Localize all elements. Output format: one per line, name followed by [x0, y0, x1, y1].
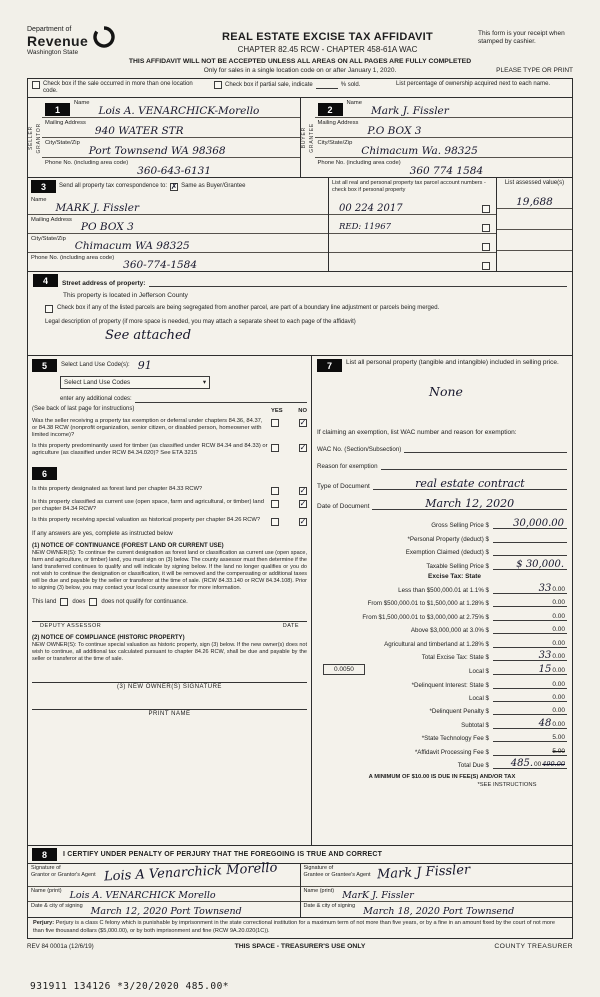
- tax-row-total-due: Total Due $ 485. 00 490.00: [457, 758, 565, 770]
- partial-sale-label: Check box if partial sale, indicate: [225, 81, 313, 88]
- total-excise-state-field[interactable]: 33 0.00: [493, 651, 567, 661]
- land-use-code-value: 91: [137, 359, 152, 373]
- grantor-print-name-row[interactable]: Name (print) Lois A. VENARCHICK Morello: [28, 887, 300, 902]
- partial-sale-check-row: [208, 81, 388, 89]
- rate-2-75-field[interactable]: 0.00: [493, 611, 567, 621]
- buyer-phone-value: 360 774 1584: [409, 165, 484, 178]
- revenue-label: Revenue: [27, 33, 89, 49]
- total-due-field[interactable]: 485. 00 490.00: [493, 759, 567, 769]
- same-as-buyer-label: Same as Buyer/Grantee: [181, 183, 246, 190]
- seller-phone-value: 360-643-6131: [137, 165, 212, 178]
- document-date-label: Date of Document: [317, 503, 370, 511]
- seller-section: [28, 98, 300, 177]
- grantee-signature-field[interactable]: Signature of Grantee or Grantee's Agent Mark J Fissler: [301, 864, 573, 887]
- print-name-line[interactable]: PRINT NAME: [32, 709, 307, 717]
- correspondence-header: 3 Send all property tax correspondence to: ✗ Same as Buyer/Grantee: [28, 178, 328, 195]
- tax-row-subtotal: Subtotal $ 48 0.00: [461, 717, 565, 729]
- header-subrow: [27, 67, 573, 75]
- tax-row-personal-property-deduct: *Personal Property (deduct) $: [317, 533, 567, 543]
- property-location-line: This property is located in Jefferson County: [63, 292, 188, 300]
- county-value: Jefferson County: [138, 292, 188, 300]
- correspondence-city-value: Chimacum WA 98325: [74, 240, 190, 253]
- section-3-correspondence: [28, 178, 572, 272]
- section-3-number: 3: [31, 180, 56, 193]
- tax-row-taxable-selling-price: Taxable Selling Price $ $ 30,000.: [317, 560, 567, 570]
- buyer-side-label: BUYER GRANTEE: [300, 122, 315, 153]
- no-checkbox[interactable]: ✓: [299, 485, 307, 495]
- correspondence-phone-value: 360-774-1584: [123, 259, 198, 272]
- correspondence-address-row[interactable]: Mailing Address PO BOX 3: [28, 215, 328, 234]
- dept-of-label: Department of: [27, 26, 72, 33]
- certification-statement: I CERTIFY UNDER PENALTY OF PERJURY THAT THE FOREGOING IS TRUE AND CORRECT: [63, 851, 383, 859]
- assessed-value[interactable]: [497, 209, 572, 230]
- form-revision-number: REV 84 0001a (12/6/19): [27, 942, 94, 950]
- correspondence-phone-row[interactable]: Phone No. (including area code) 360-774-1584: [31, 255, 198, 272]
- correspondence-name-value: MARK J. Fissler: [55, 201, 139, 214]
- seller-phone-row[interactable]: Phone No. (including area code) 360-643-6131: [45, 160, 212, 178]
- form-body: [27, 78, 573, 939]
- grantor-signature-field[interactable]: Signature of Grantor or Grantor's Agent Lois A Venarchick Morello: [28, 864, 300, 887]
- washington-state-label: Washington State: [27, 49, 79, 56]
- yes-checkbox[interactable]: [271, 518, 279, 526]
- notice-continuance-text: NEW OWNER(S): To continue the current designation as forest land or classification as current use (open space, farm and agriculture, or timber) land, you must sign on (3) below. The county assessor must then determine if the land transferred continues to qualify and will indicate by signing below. If the land no longer qualifies or you do not wish to continue the designation or classification, it will be removed and the compensating or additional taxes will be due and payable by the seller or transferor at the time of sale. (RCW 84.33.140 or RCW 84.34.108). Prior to signing (3) below, you may contact your local county assessor for more information.: [32, 550, 307, 592]
- see-back-note: (See back of last page for instructions): [32, 406, 135, 413]
- tax-row-agricultural: Agricultural and timberland at 1.28% $ 0.00: [384, 639, 565, 648]
- segregated-parcel-label: Check box if any of the listed parcels are being segregated from another parcel, are part of a boundary line adjustment or parcels being merged.: [57, 305, 440, 312]
- buyer-address-value: P.O BOX 3: [367, 125, 422, 138]
- additional-codes-label: enter any additional codes:: [60, 396, 132, 403]
- multi-location-checkbox[interactable]: [32, 81, 40, 89]
- question-current-use: Is this property classified as current use (open space, farm and agricultural, or timber) land per chapter 84.34 RCW? ✓: [32, 498, 307, 512]
- grantee-print-name-row[interactable]: Name (print) MarK J. Fissler: [301, 887, 573, 902]
- local-tax-field[interactable]: 15 0.00: [493, 665, 567, 675]
- question-forest-land: Is this property designated as forest land per chapter 84.33 RCW? ✓: [32, 485, 307, 495]
- segregated-parcel-checkbox[interactable]: [45, 305, 53, 313]
- wac-number-label: WAC No. (Section/Subsection): [317, 446, 402, 454]
- form-header: [27, 26, 573, 56]
- buyer-phone-row[interactable]: Phone No. (including area code) 360 774 1584: [317, 160, 484, 178]
- assessed-values-column: [496, 178, 572, 271]
- delinquent-penalty-field[interactable]: 0.00: [493, 705, 567, 715]
- seller-address-value: 940 WATER STR: [94, 125, 184, 138]
- notice-compliance-text: NEW OWNER(S): To continue special valuation as historic property, sign (3) below. If the new owner(s) does not wish to continue, all additional tax calculated pursuant to chapter 84.26 RCW, shall be due and payable by the seller or transferor at the time of sale.: [32, 642, 307, 663]
- rate-1-1-field[interactable]: 33 0.00: [493, 584, 567, 594]
- main-split-row: [28, 356, 572, 846]
- buyer-name-value: Mark J. Fissler: [370, 105, 449, 118]
- parcel-numbers-column: [328, 178, 496, 271]
- cashier-validation-stamp: 931911 134126 *3/20/2020 485.00*: [30, 981, 230, 992]
- partial-sale-checkbox[interactable]: [214, 81, 222, 89]
- buyer-city-value: Chimacum Wa. 98325: [361, 145, 478, 158]
- tax-row-delinquent-interest-local: Local $ 0.00: [469, 694, 565, 703]
- legal-description-value[interactable]: See attached: [105, 328, 192, 344]
- parcel-number-value: 00 224 2017: [339, 203, 403, 215]
- section-4-number: 4: [33, 274, 58, 287]
- assessed-values-header: List assessed value(s): [504, 180, 565, 187]
- seller-side-label: SELLER GRANTOR: [28, 122, 42, 154]
- section-7-tax-computation: [312, 356, 572, 845]
- question-timber-agriculture: Is this property predominantly used for timber (as classified under RCW 84.34 and 84.33) or agriculture (as classified under RCW 84.34.020)? See ETA 3215 ✓: [32, 442, 307, 456]
- assessed-value[interactable]: [497, 251, 572, 271]
- parcel-numbers-header: List all real and personal property tax parcel account numbers - check box if personal property: [332, 180, 486, 194]
- street-address-label: Street address of property:: [62, 280, 146, 288]
- correspondence-address-value: PO BOX 3: [80, 220, 134, 233]
- personal-property-checkbox[interactable]: [482, 205, 490, 213]
- dor-logo: [27, 26, 177, 56]
- yes-checkbox[interactable]: [271, 487, 279, 495]
- yes-checkbox[interactable]: [271, 444, 279, 452]
- does-checkbox[interactable]: [60, 598, 68, 606]
- grantor-signature-value: Lois A Venarchick Morello: [103, 860, 278, 885]
- document-date-field[interactable]: March 12, 2020: [372, 499, 567, 510]
- partial-sale-percent-field[interactable]: [316, 82, 338, 89]
- subtotal-field[interactable]: 48 0.00: [493, 719, 567, 729]
- parcel-row[interactable]: [329, 234, 496, 253]
- tax-row-rate-1-1: Less than $500,000.01 at 1.1% $ 33 0.00: [398, 582, 565, 594]
- question-tax-exemption: Was the seller receiving a property tax exemption or deferral under chapters 84.36, 84.37, or 84.38 RCW (nonprofit organization, senior citizen, or disabled person, homeowner with limited income)? ✓: [32, 417, 307, 438]
- grantor-date-city-row[interactable]: Date & city of signing March 12, 2020 Port Townsend: [31, 903, 242, 918]
- correspondence-city-row[interactable]: City/State/Zip Chimacum WA 98325: [28, 234, 328, 253]
- parcel-row[interactable]: [329, 215, 496, 234]
- rate-3-0-field[interactable]: 0.00: [493, 624, 567, 634]
- form-footer: [27, 943, 573, 950]
- yes-checkbox[interactable]: [271, 419, 279, 427]
- grantee-certification-column: [300, 864, 573, 917]
- tax-table: [317, 519, 567, 788]
- yes-no-header: YES NO: [271, 407, 307, 414]
- single-location-note: Only for sales in a single location code on or after January 1, 2020.: [203, 67, 397, 74]
- question-historic-property: Is this property receiving special valuation as historical property per chapter 84.26 RCW? ✓: [32, 517, 307, 526]
- buyer-address-row[interactable]: Mailing Address P.O BOX 3: [315, 118, 573, 138]
- form-chapter: CHAPTER 82.45 RCW - CHAPTER 458-61A WAC: [237, 45, 418, 54]
- land-use-code-label: Select Land Use Code(s):: [61, 362, 130, 369]
- receipt-note: This form is your receipt when stamped by cashier.: [478, 30, 565, 46]
- taxable-selling-price-field[interactable]: $ 30,000.: [493, 560, 567, 570]
- no-checkbox[interactable]: ✓: [299, 517, 307, 526]
- exemption-label: If claiming an exemption, list WAC number and reason for exemption:: [317, 429, 517, 437]
- section-5-land-use: [32, 359, 307, 457]
- grantor-date-city-value: March 12, 2020 Port Townsend: [90, 906, 242, 918]
- grantee-date-city-row[interactable]: Date & city of signing March 18, 2020 Port Townsend: [303, 903, 515, 918]
- ownership-percentage-note: List percentage of ownership acquired next to each name.: [396, 81, 551, 87]
- state-technology-fee-field[interactable]: 5.00: [493, 732, 567, 742]
- personal-property-checkbox[interactable]: [482, 243, 490, 251]
- buyer-section: [300, 98, 573, 177]
- multi-location-check-row: [32, 81, 200, 95]
- new-owner-signature-line[interactable]: (3) NEW OWNER(S) SIGNATURE: [32, 682, 307, 690]
- assessed-value[interactable]: 19,688: [497, 188, 572, 209]
- if-yes-note: If any answers are yes, complete as instructed below: [32, 531, 173, 537]
- no-checkbox[interactable]: ✓: [299, 498, 307, 508]
- no-checkbox[interactable]: ✓: [299, 417, 307, 427]
- perjury-statement: Perjury: Perjury is a class C felony which is punishable by imprisonment in the state correctional institution for a maximum term of not more than five years, or by a fine in an amount fixed by the court of not more than five thousand dollars ($5,000.00), or by both imprisonment and fine (RCW 9A.20.020(1C)).: [33, 920, 556, 934]
- personal-property-checkbox[interactable]: [482, 224, 490, 232]
- section-6-number: 6: [32, 467, 57, 480]
- tax-row-gross-selling-price: Gross Selling Price $ 30,000.00: [317, 519, 567, 529]
- excise-tax-state-header: Excise Tax: State: [428, 572, 481, 580]
- top-checkbox-strip: [28, 79, 572, 98]
- does-not-checkbox[interactable]: [89, 598, 97, 606]
- no-checkbox[interactable]: ✓: [299, 442, 307, 452]
- same-as-buyer-checkbox[interactable]: ✗: [170, 181, 178, 191]
- chevron-down-icon: ▾: [202, 379, 206, 387]
- grantee-signature-value: Mark J Fissler: [376, 862, 471, 883]
- title-block: [177, 26, 478, 54]
- tax-row-rate-3-0: Above $3,000,000 at 3.0% $ 0.00: [410, 626, 565, 635]
- section-4-property: [28, 272, 572, 356]
- buyer-name-row[interactable]: 2 Name Mark J. Fissler: [315, 98, 573, 118]
- grantor-print-name-value: Lois A. VENARCHICK Morello: [69, 890, 216, 902]
- seller-city-value: Port Townsend WA 98368: [88, 145, 226, 158]
- additional-codes-field[interactable]: [135, 394, 307, 403]
- completion-warning: THIS AFFIDAVIT WILL NOT BE ACCEPTED UNLESS ALL AREAS ON ALL PAGES ARE FULLY COMPLETED: [128, 58, 472, 65]
- exemption-claimed-field[interactable]: [493, 546, 567, 556]
- tax-row-total-excise-state: Total Excise Tax: State $ 33 0.00: [421, 649, 565, 661]
- parcel-row[interactable]: [329, 196, 496, 215]
- assessed-value[interactable]: [497, 230, 572, 251]
- rate-1-28-field[interactable]: 0.00: [493, 597, 567, 607]
- seller-city-row[interactable]: City/State/Zip Port Townsend WA 98368: [42, 138, 300, 158]
- correspondence-name-row[interactable]: Name MARK J. Fissler: [28, 195, 328, 214]
- section-8-number: 8: [32, 848, 57, 861]
- legal-description-label: Legal description of property (if more space is needed, you may attach a separate sheet to each page of the affidavit): [45, 319, 356, 326]
- treasurer-space-label: THIS SPACE - TREASURER'S USE ONLY: [234, 942, 366, 950]
- tax-row-local: 0.0050 Local $ 15 0.00: [317, 664, 567, 675]
- document-type-label: Type of Document: [317, 483, 370, 491]
- seller-name-value: Lois A. VENARCHICK-Morello: [98, 105, 260, 118]
- grantee-print-name-value: MarK J. Fissler: [342, 890, 414, 902]
- gross-selling-price-field[interactable]: 30,000.00: [493, 519, 567, 529]
- tax-row-rate-1-28: From $500,000.01 to $1,500,000 at 1.28% $ 0.00: [367, 599, 565, 608]
- tax-row-exemption-claimed: Exemption Claimed (deduct) $: [317, 546, 567, 556]
- deputy-assessor-line[interactable]: DEPUTY ASSESSOR DATE: [32, 621, 307, 629]
- grantee-date-city-value: March 18, 2020 Port Townsend: [363, 906, 515, 918]
- buyer-city-row[interactable]: City/State/Zip Chimacum Wa. 98325: [315, 138, 573, 158]
- revenue-swirl-icon: [93, 26, 115, 48]
- tax-row-delinquent-interest-state: *Delinquent Interest: State $ 0.00: [411, 680, 565, 689]
- tax-row-rate-2-75: From $1,500,000.01 to $3,000,000 at 2.75% $ 0.00: [362, 612, 565, 621]
- county-treasurer-label: COUNTY TREASURER: [494, 942, 573, 950]
- land-use-select[interactable]: Select Land Use Codes ▾: [60, 376, 210, 389]
- parties-row: [28, 98, 572, 178]
- personal-property-checkbox[interactable]: [482, 262, 490, 270]
- form-title: REAL ESTATE EXCISE TAX AFFIDAVIT: [221, 31, 434, 43]
- section-2-number: 2: [318, 103, 343, 116]
- local-rate-box: 0.0050: [323, 664, 365, 675]
- grantor-certification-column: [28, 860, 300, 918]
- agricultural-field[interactable]: 0.00: [493, 638, 567, 648]
- tax-row-affidavit-processing-fee: *Affidavit Processing Fee $ 5.00: [414, 747, 565, 756]
- personal-property-deduct-field[interactable]: [493, 533, 567, 543]
- personal-property-label: List all personal property (tangible and intangible) included in selling price.: [346, 359, 559, 367]
- document-type-field[interactable]: real estate contract: [373, 479, 567, 490]
- delinquent-interest-local-field[interactable]: 0.00: [493, 692, 567, 702]
- section-1-number: 1: [45, 103, 70, 116]
- section-6-designations: [32, 464, 307, 843]
- exemption-reason-label: Reason for exemption: [317, 463, 378, 471]
- notice-compliance-heading: (2) NOTICE OF COMPLIANCE (HISTORIC PROPERTY): [32, 635, 185, 642]
- affidavit-processing-fee-field[interactable]: 5.00: [493, 746, 567, 756]
- tax-row-state-technology-fee: *State Technology Fee $ 5.00: [421, 734, 565, 743]
- exemption-reason-field[interactable]: [381, 461, 567, 470]
- notice-continuance-heading: (1) NOTICE OF CONTINUANCE (FOREST LAND OR CURRENT USE): [32, 543, 224, 549]
- see-instructions-note: *SEE INSTRUCTIONS: [477, 782, 537, 789]
- tax-row-delinquent-penalty: *Delinquent Penalty $ 0.00: [429, 707, 565, 716]
- continuance-qualify-row: This land does does not qualify for continuance.: [32, 599, 188, 606]
- type-or-print-note: PLEASE TYPE OR PRINT: [496, 67, 573, 74]
- delinquent-interest-state-field[interactable]: 0.00: [493, 679, 567, 689]
- section-7-number: 7: [317, 359, 342, 372]
- parcel-row[interactable]: [329, 253, 496, 271]
- multi-location-label: Check box if the sale occurred in more than one location code.: [43, 81, 193, 95]
- section-5-number: 5: [32, 359, 57, 372]
- seller-name-row[interactable]: 1 Name Lois A. VENARCHICK-Morello: [42, 98, 300, 118]
- parcel-number-value: RED: 11967: [339, 222, 392, 233]
- partial-sale-sold-label: % sold.: [340, 81, 361, 88]
- personal-property-value[interactable]: None: [429, 384, 463, 400]
- seller-address-row[interactable]: Mailing Address 940 WATER STR: [42, 118, 300, 138]
- yes-checkbox[interactable]: [271, 500, 279, 508]
- wac-number-field[interactable]: [404, 444, 567, 453]
- minimum-due-note: A MINIMUM OF $10.00 IS DUE IN FEE(S) AND/OR TAX: [368, 774, 516, 781]
- section-8-certification: [28, 846, 572, 918]
- street-address-field[interactable]: [149, 278, 567, 287]
